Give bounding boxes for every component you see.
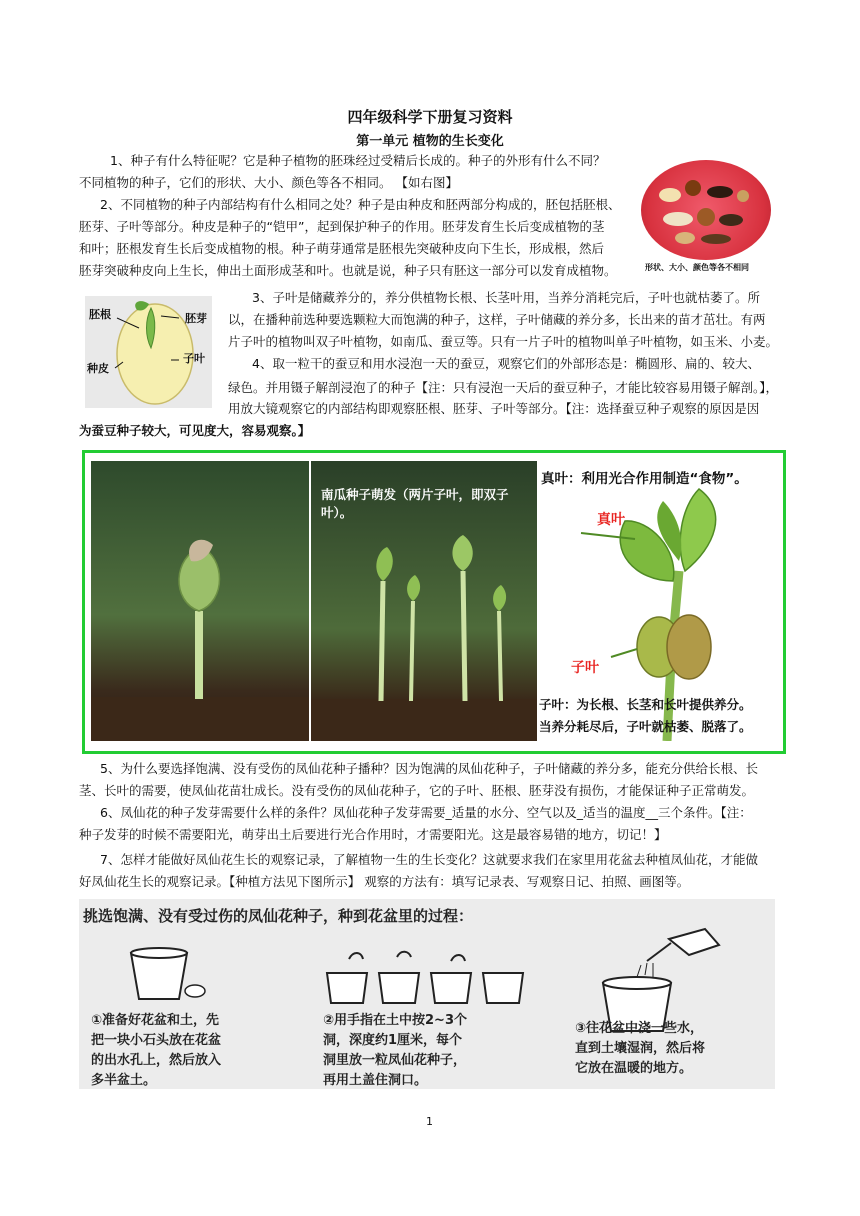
page-number: 1	[426, 1115, 433, 1128]
seedling-photo-1	[91, 461, 309, 741]
cotyledon-label: 子叶	[571, 660, 599, 676]
true-leaf-label: 真叶	[597, 512, 625, 528]
text-line: 1、种子有什么特征呢？它是种子植物的胚珠经过受精后长成的。种子的外形有什么不同？	[110, 153, 606, 168]
label-radicle: 胚根	[89, 308, 111, 321]
text-line: 绿色。并用镊子解剖浸泡了的种子【注：只有浸泡一天后的蚕豆种子，才能比较容易用镊子解剖。】，	[228, 380, 779, 395]
cotyledon-note-1: 子叶：为长根、长茎和长叶提供养分。	[539, 697, 752, 712]
label-seed-coat: 种皮	[87, 362, 109, 375]
planting-heading: 挑选饱满、没有受过伤的凤仙花种子，种到花盆里的过程：	[83, 907, 474, 925]
text-line: 用放大镜观察它的内部结构即观察胚根、胚芽、子叶等部分。【注：选择蚕豆种子观察的原因是因	[228, 401, 760, 416]
text-line: 4、取一粒干的蚕豆和用水浸泡一天的蚕豆，观察它们的外部形态是：椭圆形、扁的、较大、	[252, 356, 760, 371]
bean-seed-diagram	[85, 296, 212, 408]
text-line: 3、子叶是储藏养分的，养分供植物长根、长茎叶用，当养分消耗完后，子叶也就枯萎了。所	[252, 290, 760, 305]
text-line: 2、不同植物的种子内部结构有什么相同之处？种子是由种皮和胚两部分构成的，胚包括胚根、	[100, 197, 621, 212]
germination-photo-panel	[82, 450, 786, 754]
text-line: 以，在播种前选种要选颗粒大而饱满的种子，这样，子叶储藏的养分多，长出来的苗才茁壮。有两	[228, 312, 766, 327]
page-subtitle: 第一单元 植物的生长变化	[356, 134, 504, 149]
text-line: 5、为什么要选择饱满、没有受伤的凤仙花种子播种？因为饱满的凤仙花种子，子叶储藏的养分多，能充分供给长根、长	[100, 761, 758, 776]
planting-process-illustration	[79, 899, 775, 1089]
true-leaf-title: 真叶：利用光合作用制造“食物”。	[541, 471, 748, 487]
pumpkin-caption: 南瓜种子萌发（两片子叶，即双子叶）。	[321, 487, 509, 520]
seedling-photo-2	[311, 461, 537, 741]
seeds-caption: 形状、大小、颜色等各不相同	[645, 263, 749, 272]
text-line: 为蚕豆种子较大，可见度大，容易观察。】	[79, 423, 311, 438]
planting-step-3: ③往花盆中浇一些水， 直到土壤湿润，然后将 它放在温暖的地方。	[575, 1021, 706, 1076]
label-cotyledon: 子叶	[183, 352, 205, 365]
seeds-photo	[641, 160, 771, 260]
bean-seedling-diagram	[539, 461, 777, 741]
text-line: 不同植物的种子，它们的形状、大小、颜色等各不相同。 【如右图】	[79, 175, 458, 190]
planting-step-2: ②用手指在土中按2~3个 洞，深度约1厘米，每个 洞里放一粒凤仙花种子， 再用土盖住洞口。	[323, 1013, 467, 1088]
text-line: 7、怎样才能做好凤仙花生长的观察记录，了解植物一生的生长变化？这就要求我们在家里用花盆去种植凤仙花，才能做	[100, 852, 758, 867]
label-plumule: 胚芽	[185, 312, 207, 325]
text-line: 和叶；胚根发育生长后变成植物的根。种子萌芽通常是胚根先突破种皮向下生长，形成根，然后	[79, 241, 605, 256]
text-line: 胚芽突破种皮向上生长，伸出土面形成茎和叶。也就是说，种子只有胚这一部分可以发育成植物。	[79, 263, 617, 278]
planting-step-1: ①准备好花盆和土，先 把一块小石头放在花盆 的出水孔上，然后放入 多半盆土。	[91, 1013, 222, 1088]
text-line: 6、凤仙花的种子发芽需要什么样的条件？凤仙花种子发芽需要_适量的水分、空气以及_适当的温度__三个条件。【注：	[100, 805, 752, 820]
text-line: 好凤仙花生长的观察记录。【种植方法见下图所示】 观察的方法有：填写记录表、写观察日记、拍照、画图等。	[79, 874, 690, 889]
text-line: 茎、长叶的需要，使凤仙花苗壮成长。没有受伤的凤仙花种子，它的子叶、胚根、胚芽没有损伤，才能保证种子正常萌发。	[79, 783, 755, 798]
cotyledon-note-2: 当养分耗尽后，子叶就枯萎、脱落了。	[539, 719, 752, 734]
text-line: 片子叶的植物叫双子叶植物，如南瓜、蚕豆等。只有一片子叶的植物叫单子叶植物，如玉米、小麦。	[228, 334, 779, 349]
text-line: 胚芽、子叶等部分。种皮是种子的“铠甲”，起到保护种子的作用。胚芽发育生长后变成植物的茎	[79, 219, 605, 234]
page-title: 四年级科学下册复习资料	[347, 108, 513, 126]
text-line: 种子发芽的时候不需要阳光，萌芽出土后要进行光合作用时，才需要阳光。这是最容易错的地方，切记！】	[79, 827, 667, 842]
